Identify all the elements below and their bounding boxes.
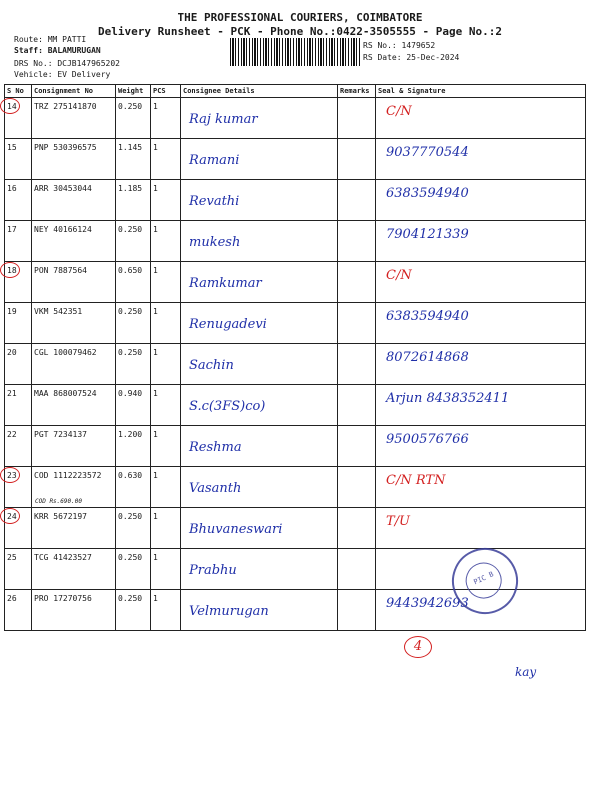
row-pcs: 1 — [153, 184, 158, 193]
row-seal-signature: Arjun 8438352411 — [386, 391, 510, 406]
row-sno: 22 — [7, 430, 17, 439]
row-weight: 0.250 — [118, 512, 143, 521]
row-remarks — [340, 549, 373, 553]
row-seal-signature: 9037770544 — [386, 145, 469, 160]
rs-number: RS No.: 1479652 — [363, 41, 436, 50]
row-consignment-no: PRO 17270756 — [34, 594, 92, 603]
row-consignment-no: PNP 530396575 — [34, 143, 97, 152]
col-sno: S No — [5, 85, 32, 98]
col-seal: Seal & Signature — [376, 85, 586, 98]
row-consignee-name: Ramkumar — [189, 276, 262, 291]
row-seal-signature: C/N RTN — [386, 473, 446, 488]
row-consignment-no: TRZ 275141870 — [34, 102, 97, 111]
row-remarks — [340, 139, 373, 143]
row-consignee-name: Ramani — [189, 153, 240, 168]
row-pcs: 1 — [153, 389, 158, 398]
row-sno: 21 — [7, 389, 17, 398]
table-row — [5, 344, 586, 385]
row-pcs: 1 — [153, 307, 158, 316]
col-consignment: Consignment No — [32, 85, 116, 98]
row-weight: 0.650 — [118, 266, 143, 275]
row-consignment-no: PGT 7234137 — [34, 430, 87, 439]
table-row — [5, 426, 586, 467]
table-row — [5, 262, 586, 303]
row-sno: 26 — [7, 594, 17, 603]
row-sno: 15 — [7, 143, 17, 152]
row-seal-signature: 7904121339 — [386, 227, 469, 242]
col-pcs: PCS — [151, 85, 181, 98]
row-weight: 0.250 — [118, 102, 143, 111]
row-seal-signature: 9443942693 — [386, 596, 469, 611]
table-row — [5, 508, 586, 549]
table-row — [5, 303, 586, 344]
row-seal-signature: 6383594940 — [386, 309, 469, 324]
cod-amount: COD Rs.690.00 — [35, 498, 82, 505]
row-consignee-name: mukesh — [189, 235, 241, 250]
rs-date: RS Date: 25-Dec-2024 — [363, 53, 460, 62]
row-pcs: 1 — [153, 512, 158, 521]
row-remarks — [340, 180, 373, 184]
red-circle-mark — [0, 467, 20, 483]
row-remarks — [340, 344, 373, 348]
row-weight: 0.250 — [118, 307, 143, 316]
row-remarks — [340, 426, 373, 430]
col-weight: Weight — [116, 85, 151, 98]
row-remarks — [340, 467, 373, 471]
row-remarks — [340, 590, 373, 594]
row-sno: 25 — [7, 553, 17, 562]
row-sno: 18 — [7, 266, 17, 275]
row-seal-signature: 8072614868 — [386, 350, 469, 365]
row-pcs: 1 — [153, 143, 158, 152]
row-pcs: 1 — [153, 266, 158, 275]
row-consignment-no: CGL 100079462 — [34, 348, 97, 357]
row-consignment-no: NEY 40166124 — [34, 225, 92, 234]
row-sno: 14 — [7, 102, 17, 111]
col-consignee: Consignee Details — [181, 85, 338, 98]
table-header-row — [5, 85, 586, 98]
staff-label: Staff: BALAMURUGAN — [14, 46, 101, 55]
row-consignment-no: ARR 30453044 — [34, 184, 92, 193]
row-seal-signature: T/U — [386, 514, 411, 529]
red-circle-mark — [0, 508, 20, 524]
barcode-image — [230, 38, 360, 66]
table-row — [5, 221, 586, 262]
row-weight: 0.250 — [118, 225, 143, 234]
row-consignee-name: Velmurugan — [189, 604, 269, 619]
row-remarks — [340, 98, 373, 102]
row-consignment-no: PON 7887564 — [34, 266, 87, 275]
row-pcs: 1 — [153, 553, 158, 562]
row-consignee-name: Prabhu — [189, 563, 237, 578]
row-sno: 24 — [7, 512, 17, 521]
row-pcs: 1 — [153, 102, 158, 111]
row-seal-signature: C/N — [386, 104, 412, 119]
col-remarks: Remarks — [338, 85, 376, 98]
handwritten-initials: kay — [515, 665, 537, 679]
row-sno: 23 — [7, 471, 17, 480]
row-seal-signature: 6383594940 — [386, 186, 469, 201]
row-consignee-name: Raj kumar — [189, 112, 258, 127]
row-weight: 1.200 — [118, 430, 143, 439]
row-weight: 1.145 — [118, 143, 143, 152]
row-pcs: 1 — [153, 225, 158, 234]
drs-number: DRS No.: DCJB147965202 — [14, 59, 120, 68]
row-consignment-no: KRR 5672197 — [34, 512, 87, 521]
row-consignee-name: Revathi — [189, 194, 240, 209]
row-pcs: 1 — [153, 471, 158, 480]
row-sno: 19 — [7, 307, 17, 316]
page-count-mark: 4 — [404, 636, 432, 658]
row-sno: 20 — [7, 348, 17, 357]
row-consignee-name: Bhuvaneswari — [189, 522, 283, 537]
row-remarks — [340, 385, 373, 389]
company-stamp: PIC B — [441, 537, 529, 625]
table-row — [5, 180, 586, 221]
row-remarks — [340, 303, 373, 307]
table-row — [5, 139, 586, 180]
row-remarks — [340, 262, 373, 266]
row-sno: 16 — [7, 184, 17, 193]
row-consignment-no: COD 1112223572 — [34, 471, 102, 480]
row-weight: 0.250 — [118, 553, 143, 562]
row-consignee-name: Reshma — [189, 440, 242, 455]
row-pcs: 1 — [153, 348, 158, 357]
table-row — [5, 98, 586, 139]
row-weight: 0.250 — [118, 594, 143, 603]
sheet-title: THE PROFESSIONAL COURIERS, COIMBATORE — [177, 11, 423, 24]
row-consignment-no: VKM 542351 — [34, 307, 83, 316]
sheet-subtitle: Delivery Runsheet - PCK - Phone No.:0422-3505555 - Page No.:2 — [98, 25, 502, 38]
row-consignee-name: Renugadevi — [189, 317, 267, 332]
route-label: Route: MM PATTI — [14, 35, 87, 44]
runsheet-table — [4, 84, 586, 631]
row-seal-signature: C/N — [386, 268, 412, 283]
row-remarks — [340, 508, 373, 512]
table-row — [5, 385, 586, 426]
row-weight: 1.185 — [118, 184, 143, 193]
row-consignee-name: Sachin — [189, 358, 234, 373]
table-row — [5, 467, 586, 508]
row-weight: 0.630 — [118, 471, 143, 480]
row-weight: 0.250 — [118, 348, 143, 357]
row-weight: 0.940 — [118, 389, 143, 398]
vehicle-label: Vehicle: EV Delivery — [14, 70, 111, 79]
row-sno: 17 — [7, 225, 17, 234]
row-consignee-name: S.c(3FS)co) — [189, 399, 266, 414]
row-remarks — [340, 221, 373, 225]
row-seal-signature: 9500576766 — [386, 432, 469, 447]
row-pcs: 1 — [153, 594, 158, 603]
red-circle-mark — [0, 98, 20, 114]
row-consignee-name: Vasanth — [189, 481, 242, 496]
row-consignment-no: MAA 868007524 — [34, 389, 97, 398]
red-circle-mark — [0, 262, 20, 278]
row-consignment-no: TCG 41423527 — [34, 553, 92, 562]
row-pcs: 1 — [153, 430, 158, 439]
